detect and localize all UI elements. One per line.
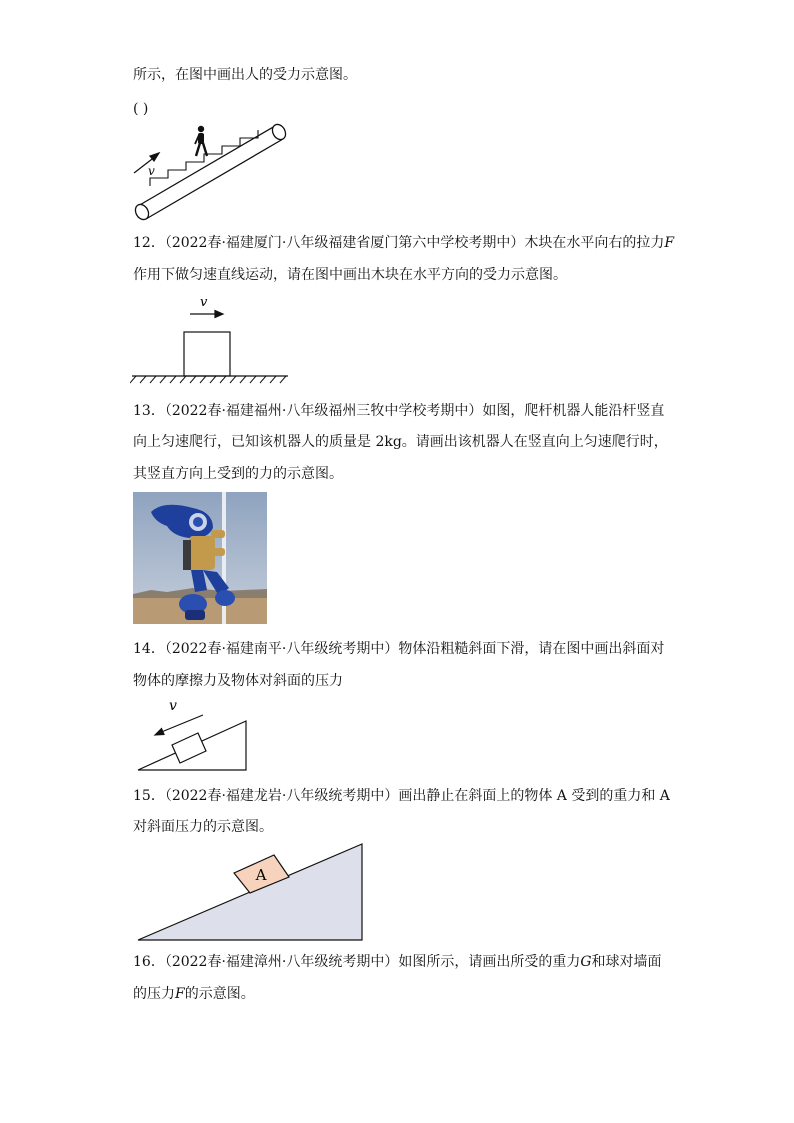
incline-sliding-figure [135, 696, 250, 774]
q16-line2-tail: 的示意图。 [184, 986, 255, 1002]
velocity-label: v [200, 295, 208, 310]
force-variable-F: F [175, 986, 185, 1002]
wood-block [184, 332, 230, 376]
velocity-label: v [148, 164, 155, 178]
velocity-label: v [169, 698, 177, 714]
q13-line3: 其竖直方向上受到的力的示意图。 [133, 466, 343, 482]
escalator-tube [133, 122, 288, 222]
q16-line2-text: 的压力 [133, 986, 175, 1002]
incline-block-A-figure [135, 840, 365, 944]
climbing-robot-photo [133, 492, 267, 624]
q14-line1: 14．（2022春·福建南平·八年级统考期中）物体沿粗糙斜面下滑，请在图中画出斜面对 [133, 641, 665, 657]
floor-hatching [130, 376, 286, 383]
q16-line1-text: 16．（2022春·福建漳州·八年级统考期中）如图所示，请画出所受的重力 [133, 954, 581, 970]
q12-line2: 作用下做匀速直线运动，请在图中画出木块在水平方向的受力示意图。 [133, 267, 567, 283]
gravity-variable-G: G [580, 954, 592, 970]
q16-line1 [133, 953, 662, 971]
q11-answer-blank: ( ) [133, 101, 149, 117]
q16-line2 [133, 985, 255, 1003]
force-variable-F: F [664, 235, 675, 251]
q13-line2: 向上匀速爬行，已知该机器人的质量是 2kg。请画出该机器人在竖直向上匀速爬行时， [133, 434, 668, 450]
block-A-label: A [255, 866, 267, 884]
q12-line1-text: 12．（2022春·福建厦门·八年级福建省厦门第六中学校考期中）木块在水平向右的拉力 [133, 235, 665, 251]
block-on-floor-figure [130, 292, 290, 384]
q12-line1 [133, 234, 674, 252]
velocity-arrow [155, 715, 203, 735]
q16-line1-tail: 和球对墙面 [591, 954, 662, 970]
q13-line1: 13．（2022春·福建福州·八年级福州三牧中学校考期中）如图，爬杆机器人能沿杆竖直 [133, 403, 665, 419]
velocity-arrow [190, 311, 223, 318]
q15-line1: 15．（2022春·福建龙岩·八年级统考期中）画出静止在斜面上的物体 A 受到的重力和 A [133, 788, 670, 804]
velocity-arrow [134, 153, 159, 173]
q15-line2: 对斜面压力的示意图。 [133, 819, 273, 835]
q11-text: 所示，在图中画出人的受力示意图。 [133, 67, 357, 83]
escalator-figure [128, 118, 290, 226]
q14-line2: 物体的摩擦力及物体对斜面的压力 [133, 673, 343, 689]
person-silhouette [195, 126, 207, 156]
